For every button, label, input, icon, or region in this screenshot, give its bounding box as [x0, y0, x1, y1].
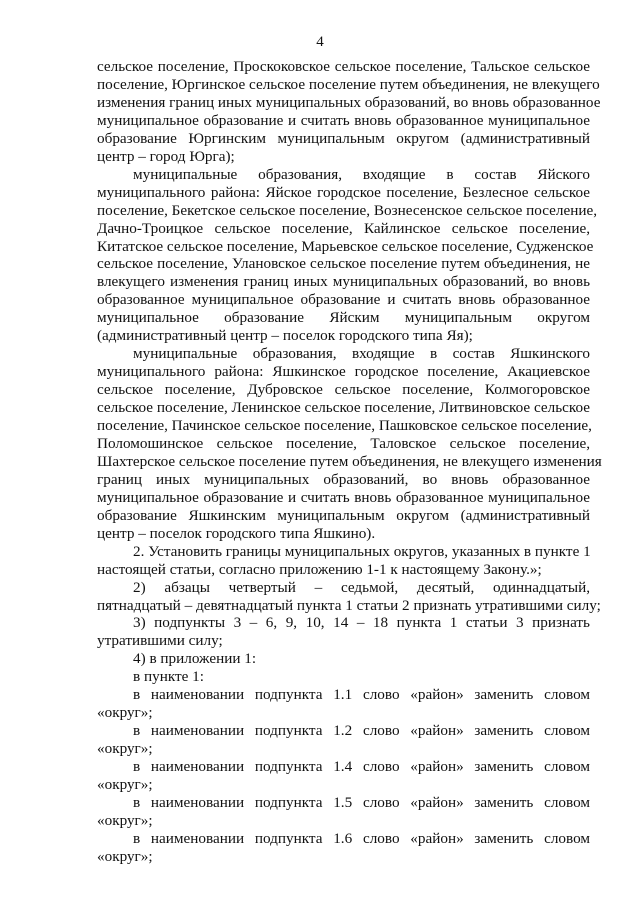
text-line: Поломошинское сельское поселение, Таловское сельское поселение, [97, 434, 590, 452]
text-line: в наименовании подпункта 1.5 слово «район» заменить словом [133, 793, 590, 811]
text-line: изменения границ иных муниципальных образований, во вновь образованное [97, 93, 601, 111]
text-line: влекущего изменения границ иных муниципальных образований, во вновь [97, 273, 590, 291]
text-line: муниципальное образование и считать вновь образованное муниципальное [97, 488, 590, 506]
text-line: в наименовании подпункта 1.6 слово «район» заменить словом [133, 829, 590, 847]
text-line: центр – поселок городского типа Яшкино). [97, 524, 376, 542]
text-line: сельское поселение, Проскоковское сельское поселение, Тальское сельское [97, 58, 590, 75]
text-line: утратившими силу; [97, 632, 223, 650]
text-line: (административный центр – поселок городского типа Яя); [97, 327, 473, 345]
text-line: муниципальные образования, входящие в состав Яшкинского [133, 345, 590, 363]
text-line: в наименовании подпункта 1.4 слово «район» заменить словом [133, 758, 590, 775]
text-line: образованное муниципальное образование и считать вновь образованное [97, 291, 590, 309]
text-line: «округ»; [97, 847, 153, 865]
text-line: муниципального района: Яйское городское поселение, Безлесное сельское [97, 183, 590, 201]
text-line: границ иных муниципальных образований, во вновь образованное [97, 470, 590, 488]
text-line: муниципальное образование и считать вновь образованное муниципальное [97, 111, 590, 129]
text-line: в наименовании подпункта 1.2 слово «район» заменить словом [133, 722, 590, 740]
text-line: в наименовании подпункта 1.1 слово «район» заменить словом [133, 686, 590, 704]
text-line: сельское поселение, Дубровское сельское поселение, Колмогоровское [97, 381, 590, 399]
text-line: муниципального района: Яшкинское городское поселение, Акациевское [97, 363, 590, 381]
text-line: 4) в приложении 1: [133, 650, 257, 668]
page-number: 4 [316, 34, 324, 50]
text-line: поселение, Пачинское сельское поселение, Пашковское сельское поселение, [97, 417, 592, 434]
text-line: 2. Установить границы муниципальных округов, указанных в пункте 1 [133, 542, 591, 560]
text-line: пятнадцатый – девятнадцатый пункта 1 статьи 2 признать утратившими силу; [97, 596, 601, 614]
text-line: муниципальное образование Яйским муниципальным округом [97, 309, 590, 327]
text-line: «округ»; [97, 740, 153, 758]
text-line: «округ»; [97, 776, 153, 793]
text-line: центр – город Юрга); [97, 147, 235, 165]
text-line: настоящей статьи, согласно приложению 1-1 к настоящему Закону.»; [97, 560, 542, 578]
text-line: Шахтерское сельское поселение путем объединения, не влекущего изменения [97, 452, 602, 470]
text-line: образование Юргинским муниципальным округом (административный [97, 129, 590, 147]
text-line: образование Яшкинским муниципальным округом (административный [97, 506, 590, 524]
text-line: 2) абзацы четвертый – седьмой, десятый, одиннадцатый, [133, 578, 590, 596]
text-line: поселение, Юргинское сельское поселение путем объединения, не влекущего [97, 76, 600, 93]
text-line: «округ»; [97, 811, 153, 829]
text-line: Дачно-Троицкое сельское поселение, Кайлинское сельское поселение, [97, 219, 590, 237]
text-line: поселение, Бекетское сельское поселение, Вознесенское сельское поселение, [97, 201, 598, 219]
text-line: сельское поселение, Ленинское сельское поселение, Литвиновское сельское [97, 399, 590, 417]
text-line: 3) подпункты 3 – 6, 9, 10, 14 – 18 пункта 1 статьи 3 признать [133, 614, 590, 632]
text-line: «округ»; [97, 704, 153, 722]
text-line: Китатское сельское поселение, Марьевское сельское поселение, Судженское [97, 237, 594, 255]
text-line: в пункте 1: [133, 668, 204, 686]
text-line: сельское поселение, Улановское сельское поселение путем объединения, не [97, 255, 590, 273]
text-line: муниципальные образования, входящие в состав Яйского [133, 165, 590, 183]
